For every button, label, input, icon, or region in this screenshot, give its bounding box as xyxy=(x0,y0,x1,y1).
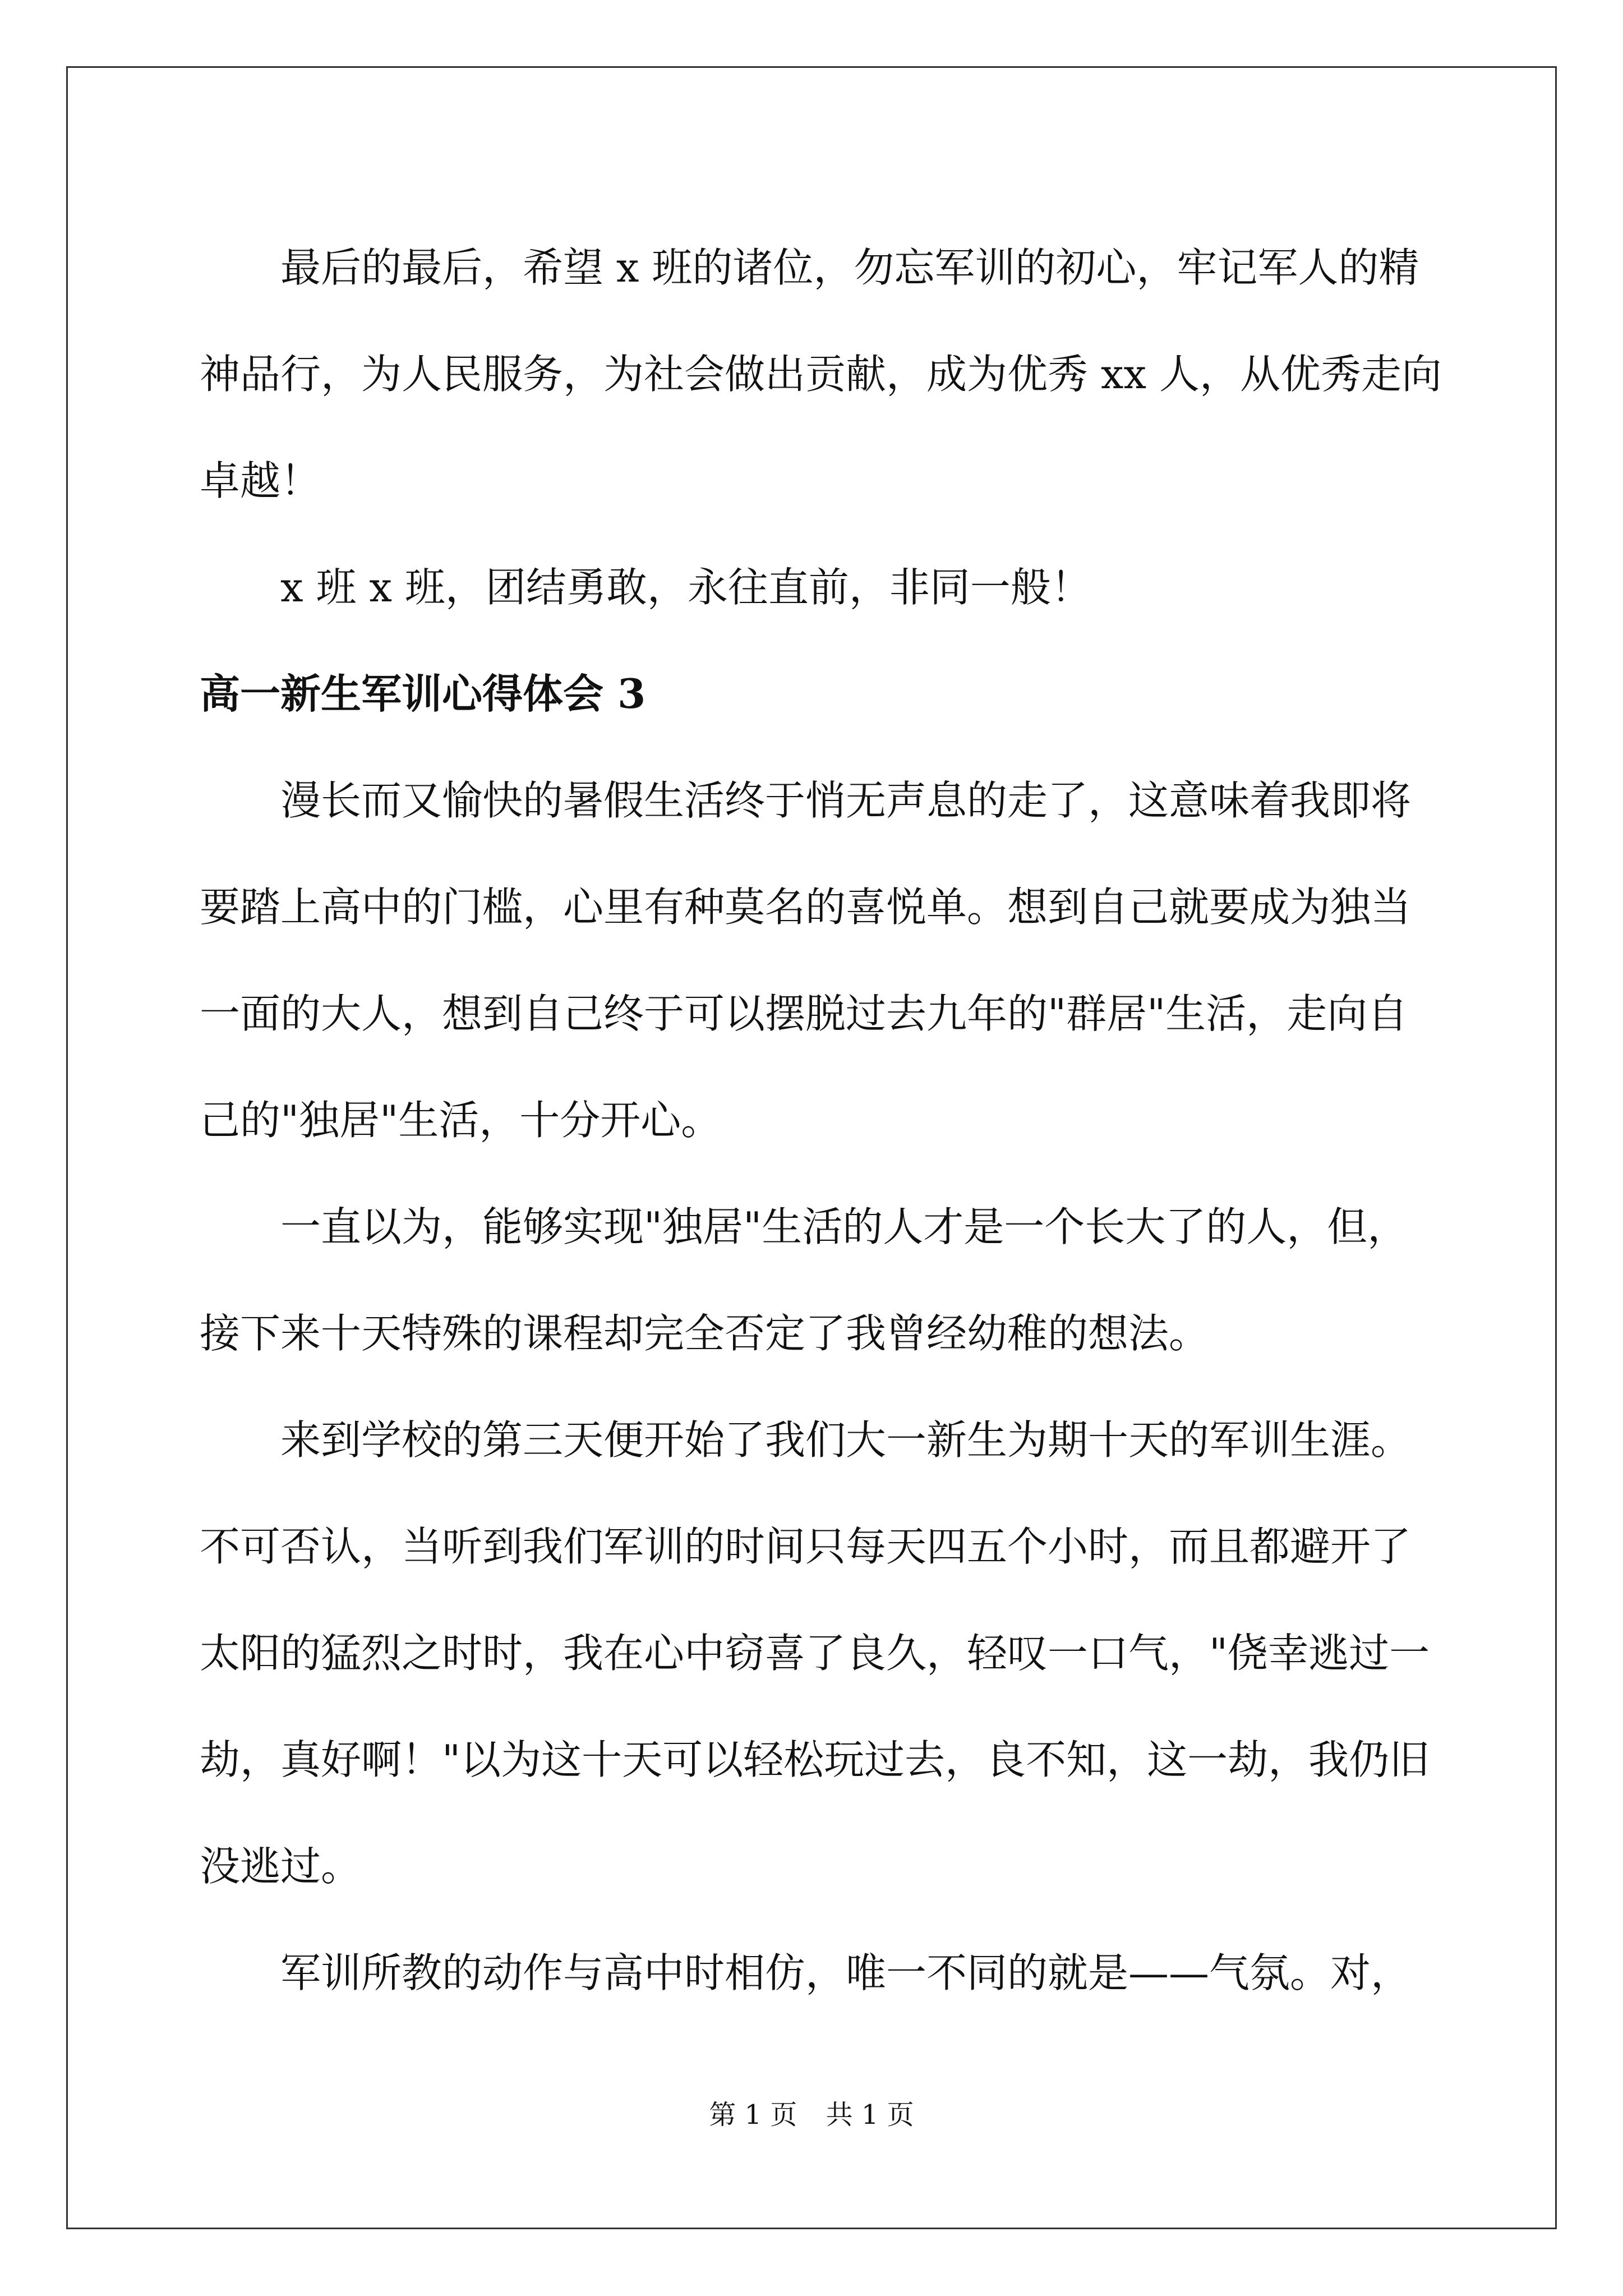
text-line: x 班 x 班，团结勇敢，永往直前，非同一般！ xyxy=(280,564,1091,611)
text-line: 接下来十天特殊的课程却完全否定了我曾经幼稚的想法。 xyxy=(200,1310,1210,1357)
text-line: 要踏上高中的门槛，心里有种莫名的喜悦单。想到自己就要成为独当 xyxy=(200,884,1412,931)
text-line: 太阳的猛烈之时时，我在心中窃喜了良久，轻叹一口气，"侥幸逃过一 xyxy=(200,1630,1430,1677)
page-footer xyxy=(0,2098,1623,2132)
paragraph-6 xyxy=(200,1920,1428,2026)
document-body xyxy=(200,214,1442,2026)
text-line: 军训所教的动作与高中时相仿，唯一不同的就是——气氛。对， xyxy=(280,1949,1412,1996)
text-line: 来到学校的第三天便开始了我们大一新生为期十天的军训生涯。 xyxy=(280,1416,1412,1464)
paragraph-3 xyxy=(200,747,1428,1174)
text-line: 不可否认，当听到我们军训的时间只每天四五个小时，而且都避开了 xyxy=(200,1523,1412,1570)
text-line: 一面的大人，想到自己终于可以摆脱过去九年的"群居"生活，走向自 xyxy=(200,990,1408,1037)
text-line: 神品行，为人民服务，为社会做出贡献，成为优秀 xx 人，从优秀走向 xyxy=(200,351,1442,398)
text-line: 最后的最后，希望 x 班的诸位，勿忘军训的初心，牢记军人的精 xyxy=(280,244,1419,291)
paragraph-4 xyxy=(200,1174,1428,1387)
page-number: 第 1 页 xyxy=(709,2099,797,2131)
paragraph-5 xyxy=(200,1387,1428,1920)
page-total: 共 1 页 xyxy=(826,2099,914,2131)
paragraph-1 xyxy=(200,214,1442,534)
section-heading: 高一新生军训心得体会 3 xyxy=(200,670,646,717)
text-line: 劫，真好啊！"以为这十天可以轻松玩过去，良不知，这一劫，我仍旧 xyxy=(200,1736,1430,1783)
text-line: 漫长而又愉快的暑假生活终于悄无声息的走了，这意味着我即将 xyxy=(280,777,1412,824)
text-line: 一直以为，能够实现"独居"生活的人才是一个长大了的人，但， xyxy=(280,1203,1408,1250)
text-line: 卓越！ xyxy=(200,457,321,504)
text-line: 己的"独居"生活，十分开心。 xyxy=(200,1097,722,1144)
paragraph-2 xyxy=(200,534,1428,641)
text-line: 没逃过。 xyxy=(200,1843,362,1890)
